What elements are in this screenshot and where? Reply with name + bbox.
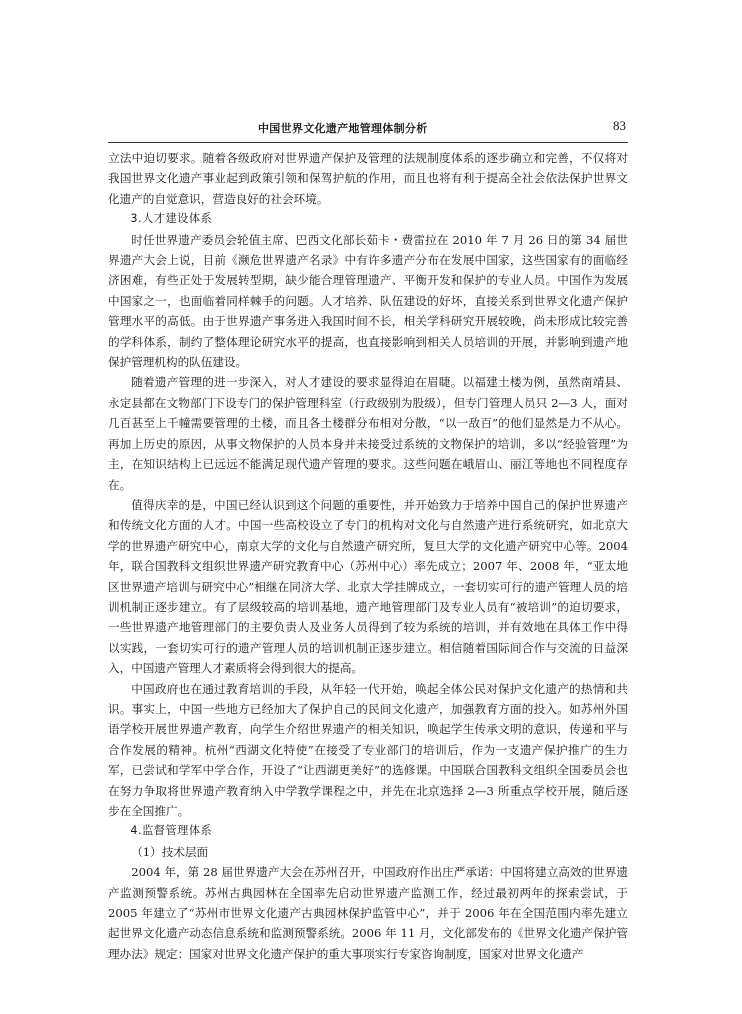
paragraph: 2004 年，第 28 届世界遗产大会在苏州召开，中国政府作出庄严承诺：中国将建立高效的世界遗产监测预警系统。苏州古典园林在全国率先启动世界遗产监测工作，经过最初两年的探索尝试，于 2005 年建立了“苏州市世界文化遗产古典园林保护监管中心”，并于 2006 年在全国范围内率先建立起世界文化遗产动态信息系统和监测预警系统。2006 年 11 月，文化部发布的《世界文化遗产保护管理办法》规定：国家对世界文化遗产保护的重大事项实行专家咨询制度，国家对世界文化遗产 [108, 865, 628, 961]
paragraph: 值得庆幸的是，中国已经认识到这个问题的重要性，并开始致力于培养中国自己的保护世界遗产和传统文化方面的人才。中国一些高校设立了专门的机构对文化与自然遗产进行系统研究，如北京大学的世界遗产研究中心，南京大学的文化与自然遗产研究所，复旦大学的文化遗产研究中心等。2004 年，联合国教科文组织世界遗产研究教育中心（苏州中心）率先成立；2007 年、2008 年，“亚太地区世界遗产培训与研究中心”相继在同济大学、北京大学挂牌成立，一套切实可行的遗产管理人员的培训机制正逐步建立。有了层级较高的培训基地，遗产地管理部门及专业人员有“被培训”的迫切要求，一些世界遗产地管理部门的主要负责人及业务人员得到了较为系统的培训，并有效地在具体工作中得以实践，一套切实可行的遗产管理人员的培训机制正逐步建立。相信随着国际间合作与交流的日益深入，中国遗产管理人才素质将会得到很大的提高。 [108, 497, 628, 676]
body-text [108, 148, 628, 964]
sub-heading: （1）技术层面 [131, 844, 209, 859]
paragraph: 随着遗产管理的进一步深入，对人才建设的要求显得迫在眉睫。以福建土楼为例，虽然南靖县、永定县都在文物部门下设专门的保护管理科室（行政级别为股级），但专门管理人员只 2—3 人，面对几百甚至上千幢需要管理的土楼，而且各土楼群分布相对分散，“以一敌百”的他们显然是力不从心。再加上历史的原因，从事文物保护的人员本身并未接受过系统的文物保护的培训，多以“经验管理”为主，在知识结构上已远远不能满足现代遗产管理的要求。这些问题在峨眉山、丽江等地也不同程度存在。 [108, 375, 628, 492]
section-heading: 3.人才建设体系 [130, 212, 213, 226]
running-title: 中国世界文化遗产地管理体制分析 [258, 122, 428, 135]
section-heading: 4.监督管理体系 [130, 824, 213, 838]
paragraph: 时任世界遗产委员会轮值主席、巴西文化部长茹卡・费雷拉在 2010 年 7 月 26 日的第 34 届世界遗产大会上说，目前《濒危世界遗产名录》中有许多遗产分布在发展中国家，这些国家有的面临经济困难，有些正处于发展转型期，缺少能合理管理遗产、平衡开发和保护的专业人员。中国作为发展中国家之一，也面临着同样棘手的问题。人才培养、队伍建设的好坏，直接关系到世界文化遗产保护管理水平的高低。由于世界遗产事务进入我国时间不长，相关学科研究开展较晚，尚未形成比较完善的学科体系，制约了整体理论研究水平的提高，也直接影响到相关人员培训的开展，并影响到遗产地保护管理机构的队伍建设。 [108, 232, 628, 370]
page-header [108, 118, 628, 143]
page-number: 83 [613, 118, 626, 133]
paragraph: 中国政府也在通过教育培训的手段，从年轻一代开始，唤起全体公民对保护文化遗产的热情和共识。事实上，中国一些地方已经加大了保护自己的民间文化遗产，加强教育方面的投入。如苏州外国语学校开展世界遗产教育，向学生介绍世界遗产的相关知识，唤起学生传承文明的意识，传递和平与合作发展的精神。杭州“西湖文化特使”在接受了专业部门的培训后，作为一支遗产保护推广的生力军，已尝试和学军中学合作，开设了“让西湖更美好”的选修课。中国联合国教科文组织全国委员会也在努力争取将世界遗产教育纳入中学教学课程之中，并先在北京选择 2—3 所重点学校开展，随后逐步在全国推广。 [108, 681, 628, 818]
paragraph: 立法中迫切要求。随着各级政府对世界遗产保护及管理的法规制度体系的逐步确立和完善，不仅将对我国世界文化遗产事业起到政策引领和保驾护航的作用，而且也将有利于提高全社会依法保护世界文化遗产的自觉意识，营造良好的社会环境。 [108, 151, 628, 206]
